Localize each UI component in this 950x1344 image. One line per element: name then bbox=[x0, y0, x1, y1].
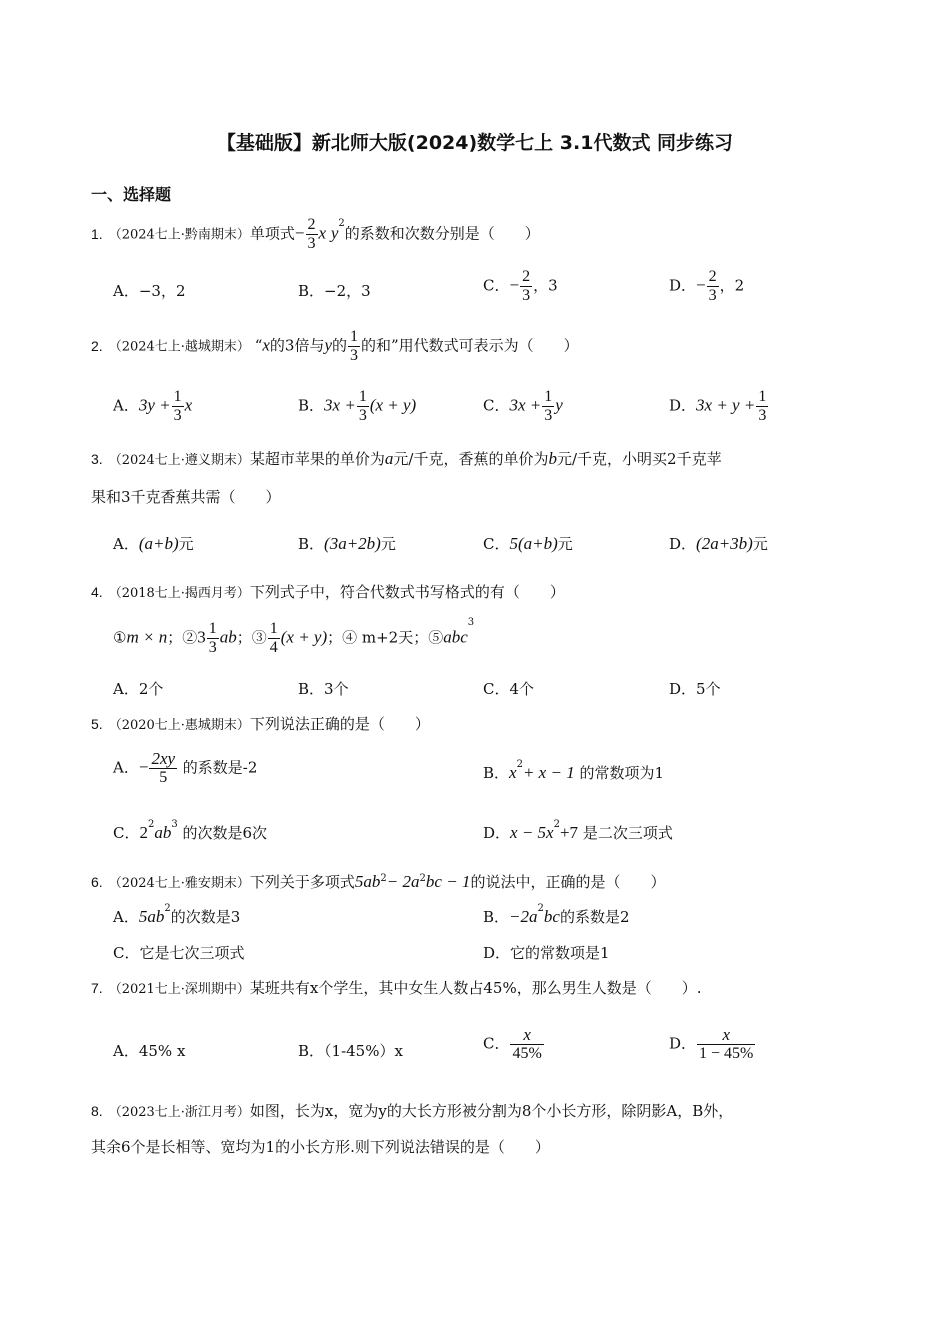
q3-option-c[interactable]: C．5(a+b)元 bbox=[483, 534, 573, 553]
question-4: 4. （2018七上·揭西月考）下列式子中，符合代数式书写格式的有（ ） bbox=[91, 583, 565, 601]
section-heading: 一、选择题 bbox=[91, 185, 172, 204]
q7-option-d[interactable]: D． $\frac{x}{1 - 45\%}$ bbox=[669, 1025, 754, 1062]
q5-option-d[interactable]: D．$x - 5x^2+7$ 是二次三项式 bbox=[483, 819, 673, 842]
question-6: 6. （2024七上·雅安期末）下列关于多项式$5ab^2- 2a^2bc - 1$的说法中，正确的是（ ） bbox=[91, 872, 666, 891]
q2-option-a[interactable]: A．3y + $\frac{1}{3}$ x bbox=[113, 388, 193, 424]
q4-expression-list: ①m × n；②3 $\frac{1}{3}$ ab；③ $\frac{1}{4}$ (x + y)；④ m+2天；⑤abc$^3$ bbox=[113, 617, 475, 656]
question-8-line-2: 其余6个是长相等、宽均为1的小长方形.则下列说法错误的是（ ） bbox=[91, 1138, 550, 1156]
question-3-line-2: 果和3千克香蕉共需（ ） bbox=[91, 488, 281, 506]
q6-option-b[interactable]: B．$-2a^2bc$的系数是2 bbox=[483, 903, 630, 926]
q6-option-c[interactable]: C．它是七次三项式 bbox=[113, 944, 245, 962]
q2-option-b[interactable]: B．3x + $\frac{1}{3}$ (x + y) bbox=[298, 388, 417, 424]
q2-option-c[interactable]: C．3x + $\frac{1}{3}$ y bbox=[483, 388, 563, 424]
q4-option-c[interactable]: C．4个 bbox=[483, 680, 535, 698]
q1-option-b[interactable]: B．−2，3 bbox=[298, 282, 371, 300]
q1-option-c[interactable]: C．− $\frac{2}{3}$ ，3 bbox=[483, 268, 558, 304]
q2-option-d[interactable]: D．3x + y + $\frac{1}{3}$ bbox=[669, 388, 767, 424]
q3-option-d[interactable]: D．(2a+3b)元 bbox=[669, 534, 768, 553]
page-title: 【基础版】新北师大版(2024)数学七上 3.1代数式 同步练习 bbox=[216, 132, 734, 154]
q4-option-b[interactable]: B．3个 bbox=[298, 680, 349, 698]
q6-option-d[interactable]: D．它的常数项是1 bbox=[483, 944, 610, 962]
q4-option-d[interactable]: D．5个 bbox=[669, 680, 721, 698]
question-1: 1. （2024七上·黔南期末）单项式− $\frac{2}{3}$ x $y^2$的系数和次数分别是（ ） bbox=[91, 216, 540, 252]
q4-option-a[interactable]: A．2个 bbox=[113, 680, 164, 698]
q5-option-a[interactable]: A．− $\frac{2xy}{5}$ 的系数是-2 bbox=[113, 749, 258, 786]
question-5: 5. （2020七上·惠城期末）下列说法正确的是（ ） bbox=[91, 715, 430, 733]
q6-option-a[interactable]: A．$5ab^2$的次数是3 bbox=[113, 903, 241, 926]
q3-option-a[interactable]: A．(a+b)元 bbox=[113, 534, 194, 553]
q3-option-b[interactable]: B．(3a+2b)元 bbox=[298, 534, 396, 553]
question-2: 2. （2024七上·越城期末） “x的3倍与y的 $\frac{1}{3}$ 的和”用代数式可表示为（ ） bbox=[91, 328, 579, 364]
q7-option-c[interactable]: C． $\frac{x}{45\%}$ bbox=[483, 1025, 542, 1062]
q5-option-c[interactable]: C．$2^2ab^3$ 的次数是6次 bbox=[113, 819, 268, 842]
q5-option-b[interactable]: B．$x^2+ x - 1$ 的常数项为1 bbox=[483, 759, 665, 782]
question-7: 7. （2021七上·深圳期中）某班共有x个学生，其中女生人数占45%，那么男生人数是（ ）. bbox=[91, 979, 702, 997]
q7-option-b[interactable]: B．（1-45%）x bbox=[298, 1042, 403, 1060]
q1-option-d[interactable]: D．− $\frac{2}{3}$ ，2 bbox=[669, 268, 745, 304]
q7-option-a[interactable]: A．45% x bbox=[113, 1042, 186, 1060]
fraction: $\frac{2}{3}$ bbox=[307, 216, 316, 252]
question-8: 8. （2023七上·浙江月考）如图，长为x，宽为y的大长方形被分割为8个小长方形，除阴影A，B外， bbox=[91, 1102, 734, 1120]
q1-option-a[interactable]: A．−3，2 bbox=[113, 282, 186, 300]
question-3: 3. （2024七上·遵义期末）某超市苹果的单价为a元/千克，香蕉的单价为b元/千克，小明买2千克苹 bbox=[91, 449, 722, 468]
